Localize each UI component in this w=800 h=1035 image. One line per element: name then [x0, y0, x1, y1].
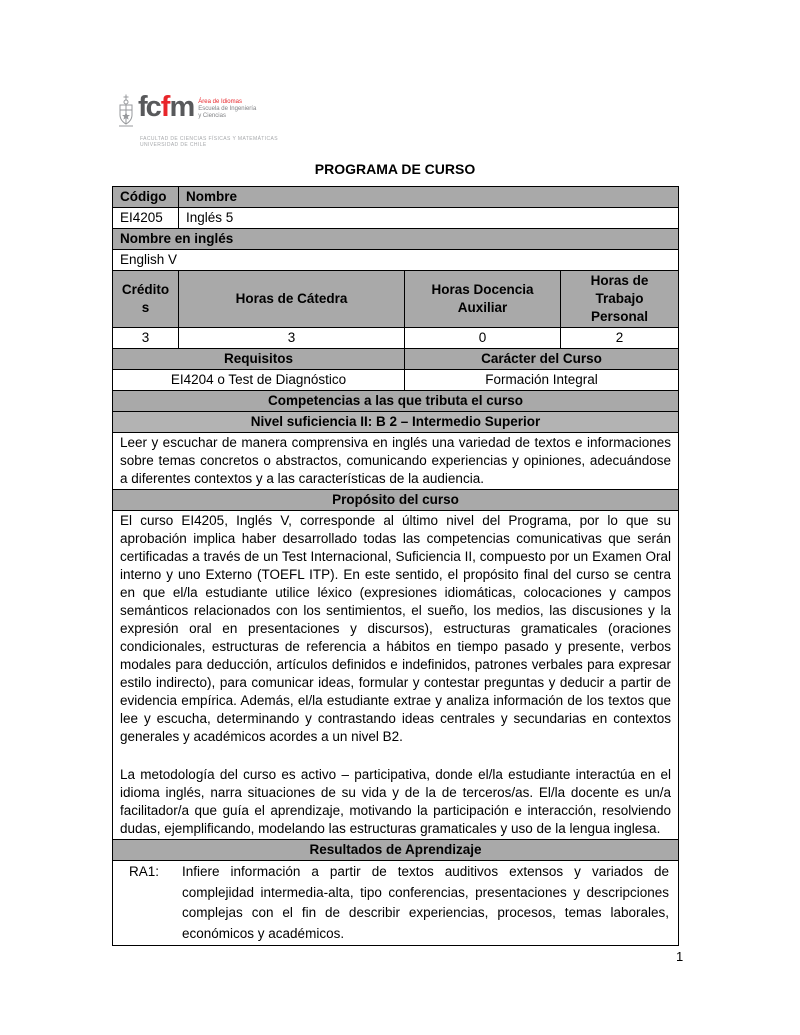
- row-nombre-ingles-header: [113, 229, 679, 250]
- row-hours-header: [113, 271, 679, 328]
- page-number: 1: [676, 949, 684, 964]
- nombre-ingles-header: Nombre en inglés: [113, 229, 679, 250]
- ra1-label: RA1:: [129, 864, 160, 879]
- horas-docencia-header: Horas Docencia Auxiliar: [405, 271, 561, 328]
- proposito-text: [113, 511, 679, 840]
- ra1-text: Infiere información a partir de textos auditivos extensos y variados de complejidad intermedia-alta, tipo conferencias, presentaciones y descripciones complejas con el fin de describir experiencias, procesos, temas laborales, económicos y académicos.: [182, 864, 670, 941]
- row-proposito-header: [113, 490, 679, 511]
- proposito-header: Propósito del curso: [113, 490, 679, 511]
- nombre-value: Inglés 5: [179, 208, 679, 229]
- logo-school-line1: Escuela de Ingeniería: [198, 106, 257, 112]
- row-ra1: [113, 861, 679, 946]
- row-codigo-nombre-values: [113, 208, 679, 229]
- fcfm-accent-letter: f: [160, 91, 169, 123]
- codigo-value: EI4205: [113, 208, 179, 229]
- logo-school-line2: y Ciencias: [198, 113, 226, 119]
- horas-trabajo-header: Horas de Trabajo Personal: [561, 271, 679, 328]
- proposito-paragraph-2: La metodología del curso es activo – participativa, donde el/la estudiante interactúa en el idioma inglés, narra situaciones de su vida y de la de terceros/as. El/la docente es un/a facilitador/a que guía el aprendizaje, motivando la participación e interacción, resolviendo dudas, ejemplificando, modelando las estructuras gramaticales y uso de la lengua inglesa.: [120, 767, 672, 836]
- course-program-table: [112, 186, 679, 946]
- codigo-header: Código: [113, 187, 179, 208]
- row-requisitos-header: [113, 349, 679, 370]
- logo-unit-text: [198, 99, 256, 120]
- nombre-ingles-value: English V: [113, 250, 679, 271]
- resultados-header: Resultados de Aprendizaje: [113, 840, 679, 861]
- logo-area-line: Área de Idiomas: [198, 99, 242, 105]
- logo-faculty-text: [140, 136, 278, 148]
- competencias-text: Leer y escuchar de manera comprensiva en inglés una variedad de textos e informaciones sobre temas concretos o abstractos, comunicando experiencias y opiniones, adecuándose a diferentes contextos y a las características de la audiencia.: [113, 433, 679, 490]
- row-nombre-ingles-value: [113, 250, 679, 271]
- row-competencias-header: [113, 391, 679, 412]
- row-hours-values: [113, 328, 679, 349]
- row-proposito-text: [113, 511, 679, 840]
- creditos-header: Créditos: [113, 271, 179, 328]
- university-crest-icon: [118, 94, 134, 133]
- row-competencias-text: [113, 433, 679, 490]
- logo-faculty-line1: FACULTAD DE CIENCIAS FÍSICAS Y MATEMÁTICAS: [140, 136, 279, 142]
- row-nivel-header: [113, 412, 679, 433]
- caracter-value: Formación Integral: [405, 370, 679, 391]
- nivel-suficiencia-header: Nivel suficiencia II: B 2 – Intermedio Superior: [113, 412, 679, 433]
- horas-catedra-value: 3: [179, 328, 405, 349]
- horas-catedra-header: Horas de Cátedra: [179, 271, 405, 328]
- row-requisitos-values: [113, 370, 679, 391]
- ra1-cell: [113, 861, 679, 946]
- competencias-header: Competencias a las que tributa el curso: [113, 391, 679, 412]
- horas-docencia-value: 0: [405, 328, 561, 349]
- nombre-header: Nombre: [179, 187, 679, 208]
- row-resultados-header: [113, 840, 679, 861]
- horas-trabajo-value: 2: [561, 328, 679, 349]
- document-title: PROGRAMA DE CURSO: [314, 161, 476, 177]
- requisitos-value: EI4204 o Test de Diagnóstico: [113, 370, 405, 391]
- creditos-value: 3: [113, 328, 179, 349]
- fcfm-logotype: fcfm: [138, 91, 194, 123]
- row-codigo-nombre-header: [113, 187, 679, 208]
- logo-faculty-line2: UNIVERSIDAD DE CHILE: [140, 142, 207, 148]
- requisitos-header: Requisitos: [113, 349, 405, 370]
- caracter-header: Carácter del Curso: [405, 349, 679, 370]
- proposito-paragraph-1: El curso EI4205, Inglés V, corresponde al último nivel del Programa, por lo que su aprobación implica haber desarrollado todas las competencias comunicativas que serán certificadas a través de un Test Internacional, Suficiencia II, compuesto por un Examen Oral interno y uno Externo (TOEFL ITP). En este sentido, el propósito final del curso se centra en que el/la estudiante utilice léxico (expresiones idiomáticas, colocaciones y campos semánticos relacionados con los sentimientos, el sueño, los medios, las discusiones y la expresión oral en presentaciones y discursos), estructuras gramaticales (oraciones condicionales, estructuras de referencia a hábitos en tiempo pasado y presente, verbos modales para deducción, artículos definidos e indefinidos, patrones verbales para expresar estilo indirecto), para comunicar ideas, formular y contestar preguntas y deducir a partir de evidencia empírica. Además, el/la estudiante extrae y analiza información de los textos que lee y escucha, determinando y contrastando ideas centrales y secundarias en contextos generales y académicos acordes a un nivel B2.: [120, 513, 672, 744]
- institution-logo: [118, 92, 278, 148]
